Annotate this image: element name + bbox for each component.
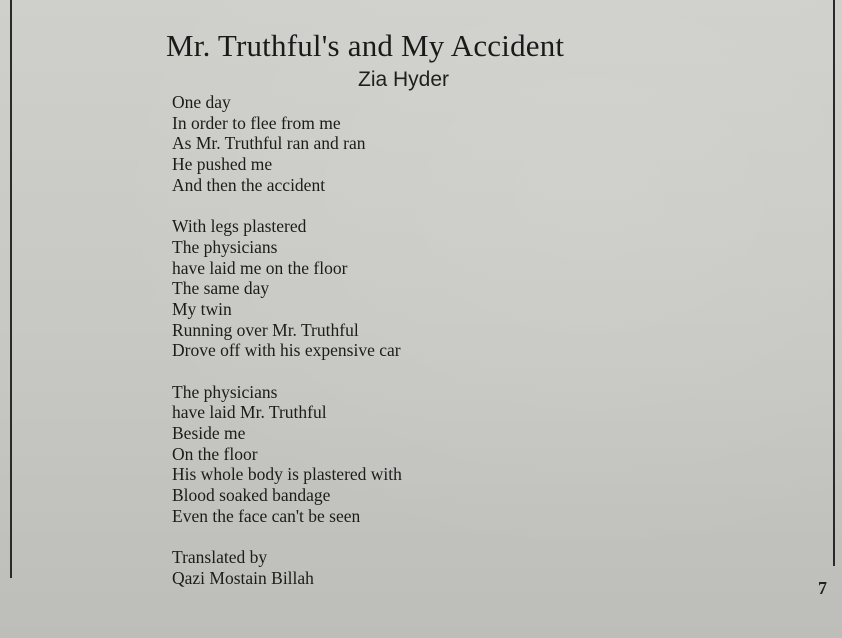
poem-line: One day [172,92,231,112]
poem-author: Zia Hyder [358,68,450,91]
poem-line: As Mr. Truthful ran and ran [172,133,366,154]
stanza-2 [172,216,592,361]
poem-line: With legs plastered [172,216,307,237]
poem-line: On the floor [172,443,258,464]
poem-line: In order to flee from me [172,112,341,133]
poem-line: The same day [172,278,270,299]
left-column-rule [10,0,12,578]
poem-line: My twin [172,298,232,319]
stanza-break [172,361,592,382]
poem-line: The physicians [172,236,278,257]
credit-label: Translated by [172,547,268,567]
poem-title: Mr. Truthful's and My Accident [166,28,565,63]
poem-line: And then the accident [172,174,326,195]
poem-line: Running over Mr. Truthful [172,319,359,340]
poem-body [172,92,592,526]
poem-line: The physicians [172,381,278,402]
poem-line: Blood soaked bandage [172,485,331,506]
poem-line: Drove off with his expensive car [172,340,401,361]
poem-line: have laid me on the floor [172,257,348,278]
translation-credit [172,547,314,588]
poem-line: have laid Mr. Truthful [172,402,327,423]
stanza-3 [172,382,592,527]
stanza-1 [172,92,592,195]
poem-line: Beside me [172,423,246,443]
stanza-break [172,195,592,216]
poem-line: His whole body is plastered with [172,464,402,485]
translator-name: Qazi Mostain Billah [172,567,314,588]
right-column-rule [833,0,835,566]
poem-line: He pushed me [172,154,273,175]
page-number: 7 [818,578,827,598]
poem-line: Even the face can't be seen [172,505,361,526]
